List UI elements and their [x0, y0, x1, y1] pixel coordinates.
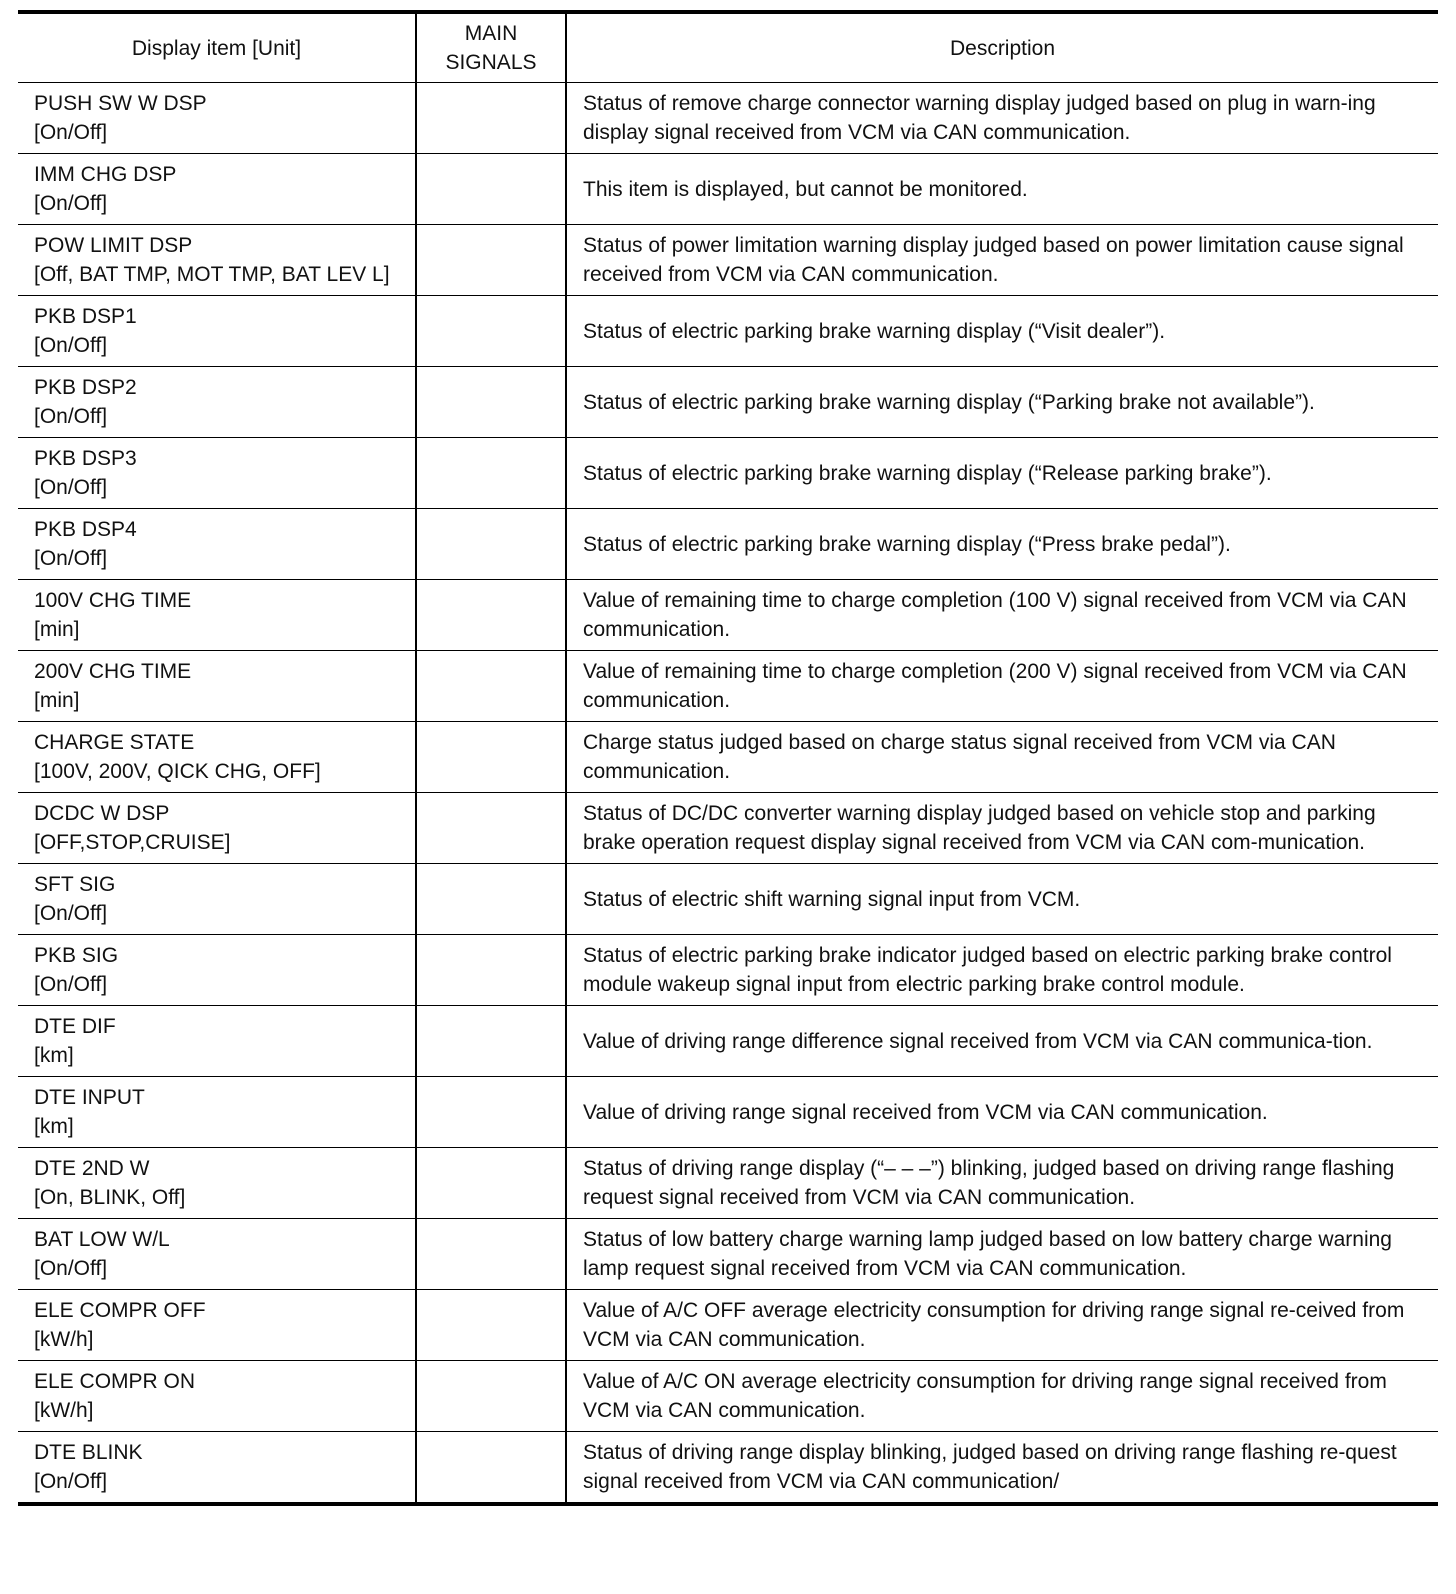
display-item-unit: [On/Off] — [34, 334, 108, 357]
table-row — [18, 154, 1438, 225]
table-row — [18, 225, 1438, 296]
display-item-unit: [kW/h] — [34, 1399, 94, 1422]
main-signals-cell — [416, 864, 566, 935]
description-cell: This item is displayed, but cannot be monitored. — [566, 154, 1438, 225]
display-item-cell — [18, 83, 416, 154]
description-cell: Status of electric parking brake warning display (“Press brake pedal”). — [566, 509, 1438, 580]
description-cell: Status of driving range display blinking, judged based on driving range flashing re-quest signal received from VCM via CAN communication/ — [566, 1432, 1438, 1505]
display-item-name: DTE 2ND W — [34, 1157, 150, 1180]
main-signals-cell — [416, 83, 566, 154]
main-signals-cell — [416, 367, 566, 438]
main-signals-cell — [416, 154, 566, 225]
display-item-cell — [18, 793, 416, 864]
display-item-unit: [kW/h] — [34, 1328, 94, 1351]
display-item-unit: [km] — [34, 1115, 74, 1138]
display-item-cell — [18, 864, 416, 935]
document-page — [18, 10, 1438, 1506]
main-signals-cell — [416, 935, 566, 1006]
display-item-unit: [On, BLINK, Off] — [34, 1186, 186, 1209]
header-main-signals-line1: MAIN — [464, 22, 518, 45]
main-signals-cell — [416, 1077, 566, 1148]
description-cell: Charge status judged based on charge status signal received from VCM via CAN communication. — [566, 722, 1438, 793]
display-item-cell — [18, 509, 416, 580]
display-item-unit: [On/Off] — [34, 405, 108, 428]
display-item-name: DCDC W DSP — [34, 802, 170, 825]
description-cell: Status of remove charge connector warning display judged based on plug in warn-ing display signal received from VCM via CAN communication. — [566, 83, 1438, 154]
description-cell: Status of electric parking brake warning display (“Parking brake not available”). — [566, 367, 1438, 438]
main-signals-cell — [416, 1006, 566, 1077]
table-row — [18, 438, 1438, 509]
display-item-unit: [On/Off] — [34, 902, 108, 925]
display-item-unit: [OFF,STOP,CRUISE] — [34, 831, 231, 854]
table-row — [18, 1290, 1438, 1361]
display-item-unit: [100V, 200V, QICK CHG, OFF] — [34, 760, 321, 783]
description-cell: Status of power limitation warning display judged based on power limitation cause signal received from VCM via CAN communication. — [566, 225, 1438, 296]
display-item-name: CHARGE STATE — [34, 731, 195, 754]
table-row — [18, 1148, 1438, 1219]
display-item-cell — [18, 651, 416, 722]
display-item-cell — [18, 367, 416, 438]
main-signals-cell — [416, 580, 566, 651]
display-item-name: DTE DIF — [34, 1015, 116, 1038]
display-item-unit: [On/Off] — [34, 1257, 108, 1280]
display-item-name: IMM CHG DSP — [34, 163, 177, 186]
table-row — [18, 864, 1438, 935]
description-cell: Value of driving range difference signal received from VCM via CAN communica-tion. — [566, 1006, 1438, 1077]
display-item-name: DTE INPUT — [34, 1086, 145, 1109]
display-item-name: PKB DSP2 — [34, 376, 137, 399]
main-signals-cell — [416, 438, 566, 509]
display-item-cell — [18, 1290, 416, 1361]
display-item-name: SFT SIG — [34, 873, 116, 896]
display-item-cell — [18, 722, 416, 793]
display-item-cell — [18, 1361, 416, 1432]
display-item-cell — [18, 1148, 416, 1219]
display-item-name: POW LIMIT DSP — [34, 234, 193, 257]
description-cell: Status of low battery charge warning lamp judged based on low battery charge warning lamp request signal received from VCM via CAN communication. — [566, 1219, 1438, 1290]
display-item-cell — [18, 580, 416, 651]
signal-table — [18, 10, 1438, 1506]
table-row — [18, 83, 1438, 154]
display-item-cell — [18, 1219, 416, 1290]
main-signals-cell — [416, 225, 566, 296]
display-item-name: ELE COMPR OFF — [34, 1299, 206, 1322]
main-signals-cell — [416, 1432, 566, 1505]
display-item-unit: [Off, BAT TMP, MOT TMP, BAT LEV L] — [34, 263, 390, 286]
display-item-unit: [min] — [34, 689, 80, 712]
description-cell: Value of remaining time to charge completion (200 V) signal received from VCM via CAN communication. — [566, 651, 1438, 722]
display-item-cell — [18, 296, 416, 367]
main-signals-cell — [416, 1219, 566, 1290]
display-item-unit: [km] — [34, 1044, 74, 1067]
main-signals-cell — [416, 509, 566, 580]
display-item-name: PKB DSP4 — [34, 518, 137, 541]
header-display-item: Display item [Unit] — [18, 12, 416, 83]
display-item-cell — [18, 438, 416, 509]
table-row — [18, 367, 1438, 438]
table-header-row — [18, 12, 1438, 83]
description-cell: Status of electric shift warning signal input from VCM. — [566, 864, 1438, 935]
display-item-unit: [On/Off] — [34, 192, 108, 215]
description-cell: Status of driving range display (“– – –”) blinking, judged based on driving range flashing request signal received from VCM via CAN communication. — [566, 1148, 1438, 1219]
table-body — [18, 83, 1438, 1505]
display-item-name: 100V CHG TIME — [34, 589, 192, 612]
table-row — [18, 1361, 1438, 1432]
table-row — [18, 651, 1438, 722]
header-description: Description — [566, 12, 1438, 83]
main-signals-cell — [416, 296, 566, 367]
display-item-name: DTE BLINK — [34, 1441, 143, 1464]
table-row — [18, 1006, 1438, 1077]
description-cell: Value of A/C OFF average electricity consumption for driving range signal re-ceived from VCM via CAN communication. — [566, 1290, 1438, 1361]
table-row — [18, 296, 1438, 367]
table-row — [18, 935, 1438, 1006]
display-item-cell — [18, 225, 416, 296]
description-cell: Value of driving range signal received from VCM via CAN communication. — [566, 1077, 1438, 1148]
display-item-name: PKB DSP3 — [34, 447, 137, 470]
display-item-cell — [18, 1006, 416, 1077]
display-item-name: PUSH SW W DSP — [34, 92, 207, 115]
main-signals-cell — [416, 651, 566, 722]
display-item-unit: [On/Off] — [34, 476, 108, 499]
display-item-cell — [18, 1077, 416, 1148]
display-item-name: BAT LOW W/L — [34, 1228, 170, 1251]
display-item-unit: [On/Off] — [34, 547, 108, 570]
description-cell: Status of electric parking brake warning display (“Release parking brake”). — [566, 438, 1438, 509]
table-row — [18, 509, 1438, 580]
display-item-name: PKB SIG — [34, 944, 119, 967]
description-cell: Status of electric parking brake indicator judged based on electric parking brake control module wakeup signal input from electric parking brake control module. — [566, 935, 1438, 1006]
description-cell: Status of electric parking brake warning display (“Visit dealer”). — [566, 296, 1438, 367]
main-signals-cell — [416, 1361, 566, 1432]
header-main-signals — [416, 12, 566, 83]
display-item-unit: [min] — [34, 618, 80, 641]
display-item-cell — [18, 1432, 416, 1505]
description-cell: Value of A/C ON average electricity consumption for driving range signal received from VCM via CAN communication. — [566, 1361, 1438, 1432]
display-item-cell — [18, 935, 416, 1006]
display-item-name: PKB DSP1 — [34, 305, 137, 328]
display-item-unit: [On/Off] — [34, 1470, 108, 1493]
main-signals-cell — [416, 722, 566, 793]
display-item-name: 200V CHG TIME — [34, 660, 192, 683]
table-row — [18, 793, 1438, 864]
table-row — [18, 1219, 1438, 1290]
display-item-unit: [On/Off] — [34, 121, 108, 144]
table-row — [18, 722, 1438, 793]
display-item-cell — [18, 154, 416, 225]
table-row — [18, 1077, 1438, 1148]
display-item-unit: [On/Off] — [34, 973, 108, 996]
display-item-name: ELE COMPR ON — [34, 1370, 196, 1393]
description-cell: Value of remaining time to charge completion (100 V) signal received from VCM via CAN communication. — [566, 580, 1438, 651]
main-signals-cell — [416, 1148, 566, 1219]
main-signals-cell — [416, 1290, 566, 1361]
main-signals-cell — [416, 793, 566, 864]
description-cell: Status of DC/DC converter warning display judged based on vehicle stop and parking brake operation request display signal received from VCM via CAN com-munication. — [566, 793, 1438, 864]
header-main-signals-line2: SIGNALS — [445, 51, 537, 74]
table-row — [18, 580, 1438, 651]
table-row — [18, 1432, 1438, 1505]
